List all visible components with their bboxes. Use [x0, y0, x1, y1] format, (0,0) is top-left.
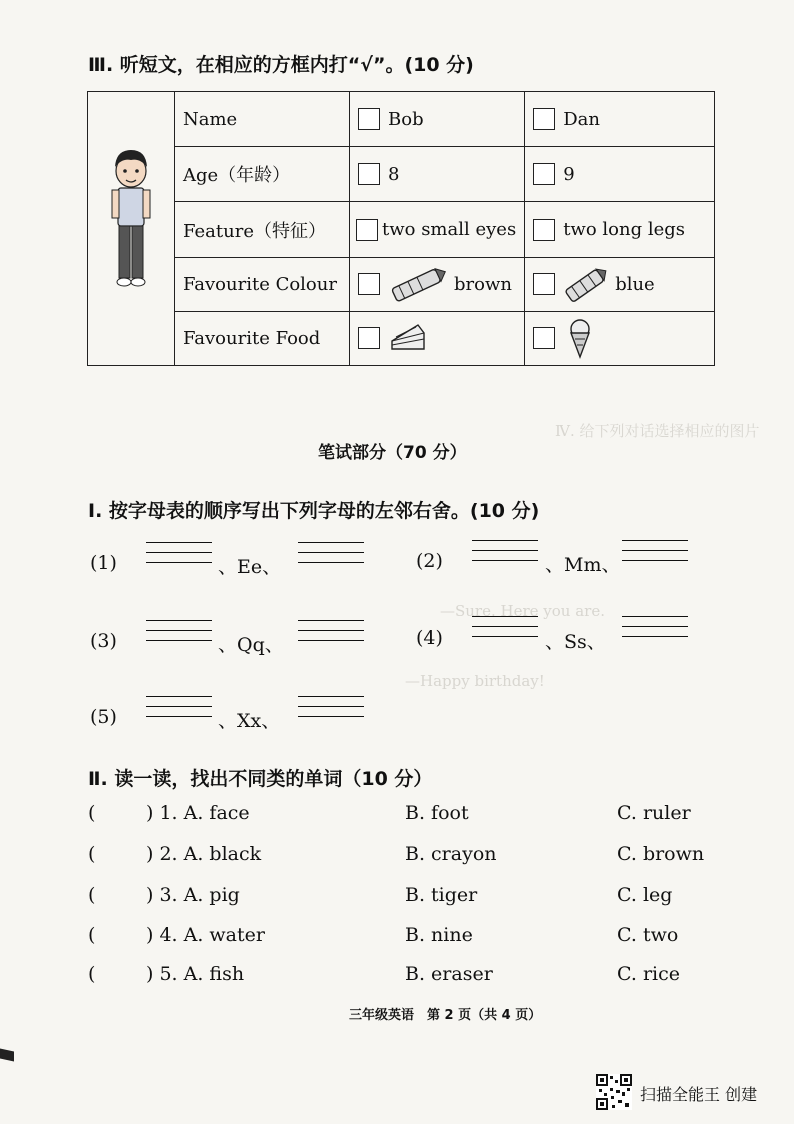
bleed-through: —Happy birthday! [405, 672, 545, 690]
checkbox[interactable] [358, 273, 380, 295]
item-number: (4) [416, 627, 443, 649]
checkbox[interactable] [533, 219, 555, 241]
option-text: 8 [388, 163, 400, 185]
item-number: (1) [90, 552, 117, 574]
item-number: (3) [90, 630, 117, 652]
bleed-through: Ⅳ. 给下列对话选择相应的图片 [555, 422, 760, 440]
answer-lines[interactable] [472, 540, 538, 570]
checkbox[interactable] [533, 327, 555, 349]
option-a: ) 3. A. pig [146, 884, 240, 906]
crayon-icon [563, 266, 611, 302]
row-label: Age（年龄） [175, 147, 350, 202]
row-label: Name [175, 92, 350, 147]
scanner-brand: 扫描全能王 创建 [640, 1085, 758, 1104]
option-a: ) 1. A. face [146, 802, 250, 824]
ice-cream-icon [563, 317, 597, 359]
question-row [88, 963, 708, 993]
answer-paren[interactable]: ( [88, 884, 96, 906]
item-letters: 、Ss、 [545, 631, 606, 653]
checkbox[interactable] [533, 273, 555, 295]
option-text: Bob [388, 108, 424, 130]
option-b: B. tiger [405, 884, 478, 906]
qr-code-icon [596, 1074, 632, 1110]
option-c: C. rice [617, 963, 680, 985]
answer-paren[interactable]: ( [88, 963, 96, 985]
checkbox[interactable] [356, 219, 378, 241]
option-text: Dan [563, 108, 600, 130]
question-row [88, 924, 708, 954]
option-b: B. crayon [405, 843, 497, 865]
row-label: Feature（特征） [175, 202, 350, 257]
question-row [88, 884, 708, 914]
item-letters: 、Qq、 [218, 634, 284, 656]
answer-lines[interactable] [146, 696, 212, 726]
question-row [88, 802, 708, 832]
answer-lines[interactable] [146, 620, 212, 650]
checkbox[interactable] [358, 163, 380, 185]
row-label: Favourite Colour [175, 257, 350, 311]
answer-lines[interactable] [146, 542, 212, 572]
boy-picture-cell [88, 92, 175, 366]
scan-shadow [0, 1049, 14, 1062]
option-text: brown [454, 273, 512, 295]
answer-lines[interactable] [472, 616, 538, 646]
checkbox[interactable] [533, 108, 555, 130]
option-c: C. ruler [617, 802, 691, 824]
item-letters: 、Ee、 [218, 556, 282, 578]
option-a: ) 4. A. water [146, 924, 265, 946]
option-b: B. foot [405, 802, 469, 824]
option-text: two small eyes [382, 219, 517, 240]
option-c: C. brown [617, 843, 705, 865]
page-footer: 三年级英语 第 2 页（共 4 页） [349, 1008, 542, 1023]
cake-icon [388, 319, 428, 357]
checkbox[interactable] [358, 327, 380, 349]
answer-paren[interactable]: ( [88, 802, 96, 824]
answer-paren[interactable]: ( [88, 843, 96, 865]
listening-title: Ⅲ. 听短文，在相应的方框内打“√”。(10 分) [88, 54, 474, 76]
section2-title: Ⅱ. 读一读，找出不同类的单词（10 分） [88, 768, 433, 790]
option-b: B. nine [405, 924, 473, 946]
option-text: two long legs [563, 219, 685, 240]
answer-lines[interactable] [298, 542, 364, 572]
item-number: (5) [90, 706, 117, 728]
answer-lines[interactable] [622, 616, 688, 646]
row-label: Favourite Food [175, 311, 350, 365]
written-part-header: 笔试部分（70 分） [318, 443, 467, 463]
item-letters: 、Mm、 [545, 554, 621, 576]
checkbox[interactable] [358, 108, 380, 130]
option-c: C. two [617, 924, 679, 946]
option-b: B. eraser [405, 963, 493, 985]
answer-lines[interactable] [298, 696, 364, 726]
checkbox[interactable] [533, 163, 555, 185]
answer-paren[interactable]: ( [88, 924, 96, 946]
item-letters: 、Xx、 [218, 710, 281, 732]
option-a: ) 5. A. fish [146, 963, 245, 985]
section1-title: Ⅰ. 按字母表的顺序写出下列字母的左邻右舍。(10 分) [88, 500, 540, 522]
option-c: C. leg [617, 884, 673, 906]
question-row [88, 843, 708, 873]
bleed-through: —Sure. Here you are. [440, 602, 605, 620]
crayon-icon [388, 266, 450, 302]
listening-table [87, 91, 715, 366]
boy-icon [88, 92, 174, 360]
option-text: blue [615, 273, 655, 295]
answer-lines[interactable] [622, 540, 688, 570]
option-a: ) 2. A. black [146, 843, 262, 865]
item-number: (2) [416, 550, 443, 572]
option-text: 9 [563, 163, 575, 185]
answer-lines[interactable] [298, 620, 364, 650]
